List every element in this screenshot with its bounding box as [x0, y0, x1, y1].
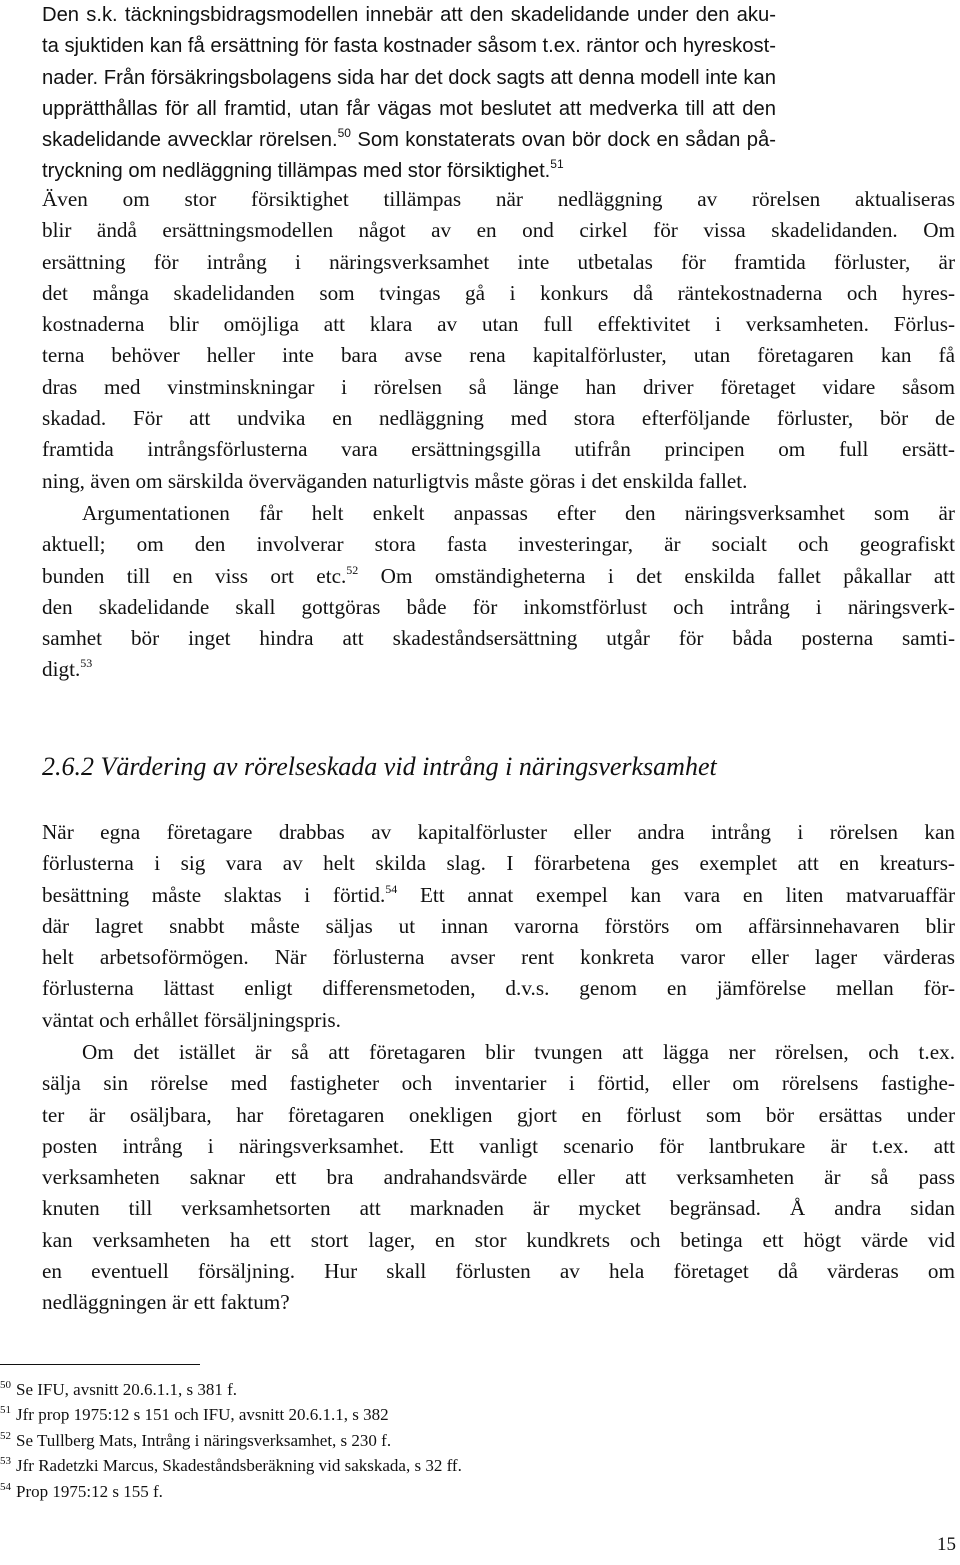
section-heading: 2.6.2 Värdering av rörelseskada vid intrång i näringsverksamhet	[42, 752, 717, 781]
text-line: verksamheten saknar ett bra andrahandsvärde eller att verksamheten är så pass	[42, 1165, 955, 1190]
paragraph-ond-cirkel	[42, 184, 955, 497]
text-line: aktuell; om den involverar stora fasta investeringar, är socialt och geografiskt	[42, 532, 955, 557]
footnote-text: Jfr Radetzki Marcus, Skadeståndsberäkning vid sakskada, s 32 ff.	[16, 1456, 462, 1476]
text-fragment: tryckning om nedläggning tillämpas med stor försiktighet.	[42, 160, 551, 183]
text-line: Även om stor försiktighet tillämpas när nedläggning av rörelsen aktualiseras	[42, 187, 955, 211]
text-line	[42, 880, 955, 911]
text-line: sälja sin rörelse med fastigheter och inventarier i förtid, eller om rörelsens fastighe-	[42, 1071, 955, 1096]
paragraph-nedlaggning	[42, 1037, 955, 1319]
footnote-ref-53[interactable]: 53	[80, 656, 93, 671]
text-line: väntat och erhållet försäljningspris.	[42, 1007, 341, 1032]
text-line: ersättning för intrång i näringsverksamhet inte utbetalas för framtida förluster, är	[42, 249, 955, 274]
text-line: skadad. För att undvika en nedläggning med stora efterföljande förluster, bör de	[42, 406, 955, 431]
text-fragment: bunden till en viss ort etc.	[42, 563, 347, 588]
text-line	[42, 125, 776, 156]
footnote-text: Se IFU, avsnitt 20.6.1.1, s 381 f.	[16, 1380, 237, 1399]
footnote-number: 51	[0, 1404, 11, 1417]
text-line: blir ändå ersättningsmodellen något av en ond cirkel för vissa skadelidanden. Om	[42, 218, 955, 243]
paragraph-argumentation	[42, 498, 955, 686]
footnote-number: 53	[0, 1455, 11, 1468]
footnote	[0, 1377, 462, 1402]
text-fragment: digt.	[42, 657, 81, 682]
footnote	[0, 1453, 462, 1478]
footnote-ref-50[interactable]: 50	[337, 126, 351, 141]
text-fragment: besättning måste slaktas i förtid.	[42, 882, 386, 907]
text-line: den skadelidande skall gottgöras både för inkomstförlust och intrång i näringsverk-	[42, 594, 955, 619]
footnote-divider	[0, 1364, 200, 1365]
text-line: dras med vinstminskningar i rörelsen så länge han driver företaget vidare såsom	[42, 374, 955, 399]
text-line: knuten till verksamhetsorten att marknaden är mycket begränsad. Å andra sidan	[42, 1196, 955, 1221]
footnotes	[0, 1377, 462, 1504]
footnote	[0, 1479, 462, 1504]
text-fragment: Ett annat exempel kan vara en liten matvaruaffär	[397, 882, 955, 907]
page-number: 15	[937, 1534, 956, 1555]
text-line: Om det istället är så att företagaren blir tvungen att lägga ner rörelsen, och t.ex.	[82, 1040, 955, 1064]
footnote-number: 52	[0, 1429, 11, 1442]
text-line: nedläggningen är ett faktum?	[42, 1290, 290, 1315]
text-line: När egna företagare drabbas av kapitalförluster eller andra intrång i rörelsen kan	[42, 820, 955, 844]
footnote-number: 54	[0, 1480, 11, 1493]
paragraph-tackningsbidrag	[42, 0, 776, 188]
text-line: ter är osäljbara, har företagaren onekligen gjort en förlust som bör ersättas under	[42, 1102, 955, 1127]
text-line: ning, även om särskilda överväganden naturligtvis måste göras i det enskilda fallet.	[42, 468, 748, 493]
text-line: upprätthållas för all framtid, utan får vägas mot beslutet att medverka till att den	[42, 97, 776, 120]
footnote-ref-51[interactable]: 51	[550, 157, 564, 172]
text-line: nader. Från försäkringsbolagens sida har det dock sagts att denna modell inte kan	[42, 66, 776, 89]
footnote-text: Prop 1975:12 s 155 f.	[16, 1481, 163, 1501]
footnote-number: 50	[0, 1379, 11, 1391]
text-line: terna behöver heller inte bara avse rena kapitalförluster, utan företagaren kan få	[42, 343, 955, 368]
text-line: kan verksamheten ha ett stort lager, en stor kundkrets och betinga ett högt värde vid	[42, 1227, 955, 1252]
footnote-ref-54[interactable]: 54	[385, 881, 398, 896]
text-line: förlusterna i sig vara av helt skilda slag. I förarbetena ges exemplet att en kreaturs-	[42, 851, 955, 876]
text-line: Den s.k. täckningsbidragsmodellen innebär att den skadelidande under den aku-	[42, 4, 776, 26]
text-line: posten intrång i näringsverksamhet. Ett vanligt scenario för lantbrukare är t.ex. att	[42, 1133, 955, 1158]
text-line: förlusterna lättast enligt differensmetoden, d.v.s. genom en jämförelse mellan för-	[42, 976, 955, 1001]
text-line: en eventuell försäljning. Hur skall förlusten av hela företaget då värderas om	[42, 1259, 955, 1284]
footnote	[0, 1402, 462, 1427]
text-line	[42, 561, 955, 592]
text-line: där lagret snabbt måste säljas ut innan varorna förstörs om affärsinnehavaren blir	[42, 913, 955, 938]
footnote	[0, 1428, 462, 1453]
footnote-text: Se Tullberg Mats, Intrång i näringsverksamhet, s 230 f.	[16, 1430, 392, 1450]
text-line: framtida intrångsförlusterna vara ersättningsgilla utifrån principen om full ersätt-	[42, 437, 955, 462]
text-fragment: skadelidande avvecklar rörelsen.	[42, 129, 338, 152]
footnote-text: Jfr prop 1975:12 s 151 och IFU, avsnitt 20.6.1.1, s 382	[16, 1405, 389, 1425]
footnote-ref-52[interactable]: 52	[346, 562, 359, 577]
text-line: Argumentationen får helt enkelt anpassas efter den näringsverksamhet som är	[82, 501, 955, 525]
text-line: ta sjuktiden kan få ersättning för fasta kostnader såsom t.ex. räntor och hyreskost-	[42, 35, 776, 58]
text-line: helt arbetsoförmögen. När förlusterna avser rent konkreta varor eller lager värderas	[42, 945, 955, 970]
paragraph-egna-foretagare	[42, 817, 955, 1036]
text-fragment: Om omständigheterna i det enskilda fallet påkallar att	[358, 563, 955, 588]
text-line	[42, 654, 955, 685]
text-line: det många skadelidanden som tvingas gå i konkurs då räntekostnaderna och hyres-	[42, 280, 955, 305]
text-line: samhet bör inget hindra att skadeståndsersättning utgår för båda posterna samti-	[42, 626, 955, 651]
text-line: kostnaderna blir omöjliga att klara av utan full effektivitet i verksamheten. Förlus-	[42, 312, 955, 337]
text-fragment: Som konstaterats ovan bör dock en sådan på-	[350, 129, 776, 152]
